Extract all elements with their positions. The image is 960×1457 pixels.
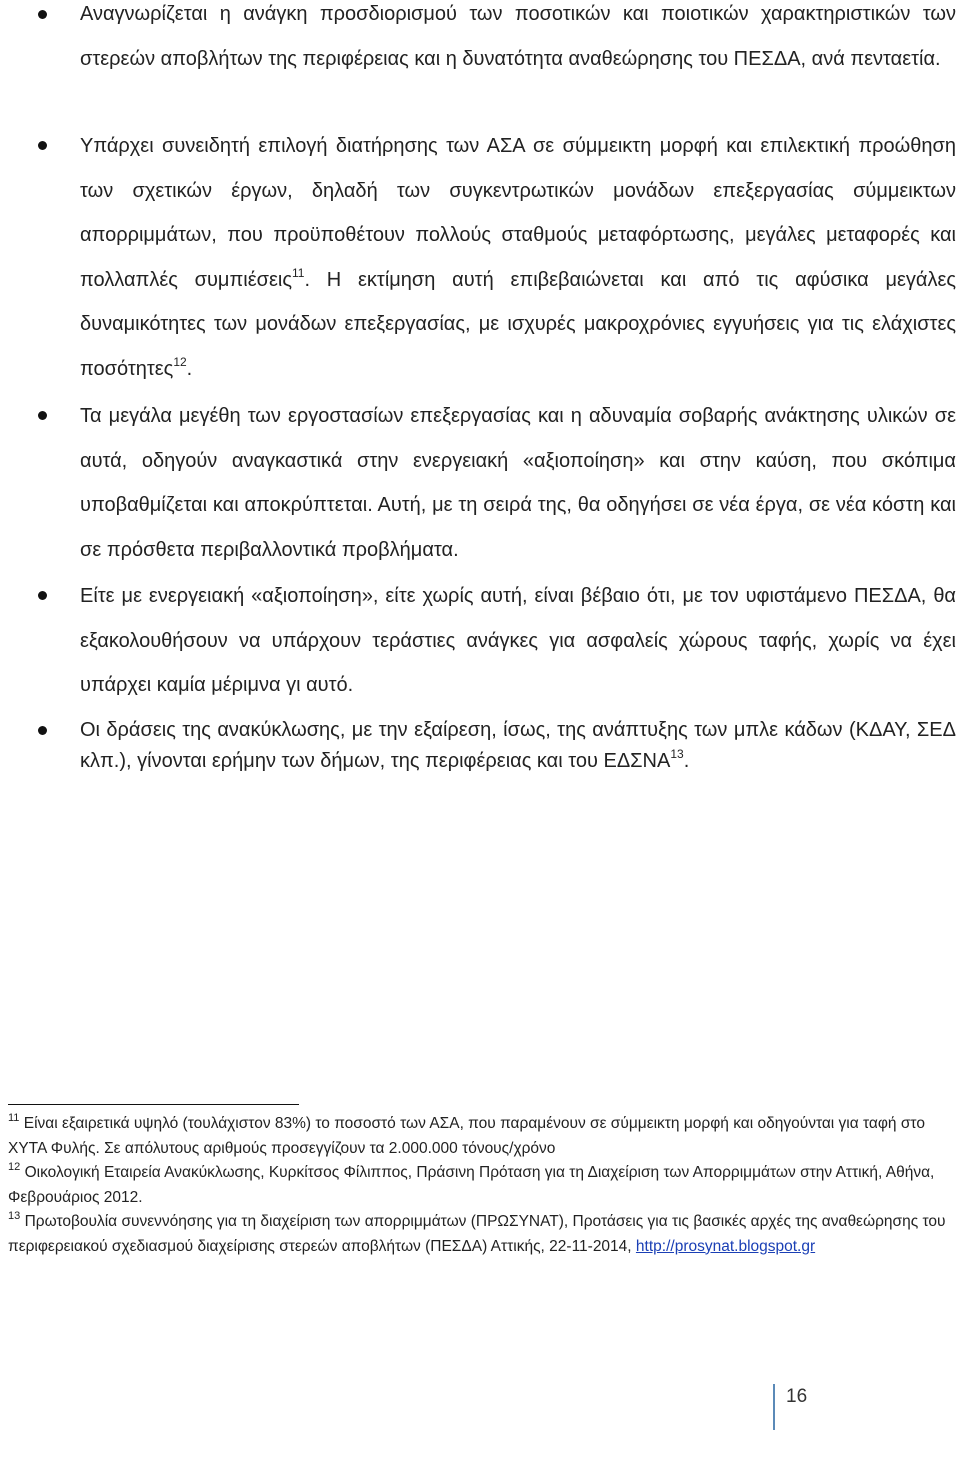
bullet-text: Τα μεγάλα μεγέθη των εργοστασίων επεξεργασίας και η αδυναμία σοβαρής ανάκτησης υλικών σε αυτά, οδηγούν αναγκαστικά στην ενεργειακή «αξιοποίηση» και στην καύση, που σκόπιμα υποβαθμίζεται και αποκρύπτεται. Αυτή, με τη σειρά της, θα οδηγήσει σε νέα έργα, σε νέα κόστη και σε πρόσθετα περιβαλλοντικά προβλήματα. [80,405,956,561]
footnote-12 [8,1161,956,1210]
bullet-text-part: . [683,750,690,772]
bullet-text-part: . Η εκτίμηση αυτή επιβεβαιώνεται και από τις αφύσικα μεγάλες δυναμικότητες των μονάδων επεξεργασίας, με ισχυρές μακροχρόνιες εγγυήσεις για τις ελάχιστες ποσότητες [80,268,956,380]
page-number-bar [773,1384,775,1430]
bullet-text: Αναγνωρίζεται η ανάγκη προσδιορισμού των ποσοτικών και ποιοτικών χαρακτηριστικών των στερεών αποβλήτων της περιφέρειας και η δυνατότητα αναθεώρησης του ΠΕΣΔΑ, ανά πενταετία. [80,3,956,70]
bullet-icon [38,10,47,19]
bullet-icon [38,411,47,420]
footnotes [8,1112,956,1259]
bullet-text-part: Υπάρχει συνειδητή επιλογή διατήρησης των ΑΣΑ σε σύμμεικτη μορφή και επιλεκτική προώθηση των σχετικών έργων, δηλαδή των συγκεντρωτικών μονάδων επεξεργασίας σύμμεικτων απορριμμάτων, που προϋποθέτουν πολλούς σταθμούς μεταφόρτωσης, μεγάλες μεταφορές και πολλαπλές συμπιέσεις [80,135,956,291]
bullet-text: Είτε με ενεργειακή «αξιοποίηση», είτε χωρίς αυτή, είναι βέβαιο ότι, με τον υφιστάμενο ΠΕΣΔΑ, θα εξακολουθήσουν να υπάρχουν τεράστιες ανάγκες για ασφαλείς χώρους ταφής, χωρίς να έχει υπάρχει καμία μέριμνα γι αυτό. [80,585,956,696]
bullet-text-part: . [186,357,193,380]
footnote-13 [8,1210,956,1259]
footnote-ref-13[interactable]: 13 [670,747,684,761]
bullet-icon [38,141,47,150]
bullet-text [80,715,956,777]
footnote-11 [8,1112,956,1161]
footnote-ref-11[interactable]: 11 [291,265,305,280]
footnote-link[interactable]: http://prosynat.blogspot.gr [635,1237,816,1255]
bullet-icon [38,591,47,600]
bullet-icon [38,726,47,735]
footnote-number: 12 [8,1161,21,1173]
footnote-number: 13 [8,1210,21,1222]
footnote-separator [8,1104,299,1105]
footnote-text: Είναι εξαιρετικά υψηλό (τουλάχιστον 83%) το ποσοστό των ΑΣΑ, που παραμένουν σε σύμμεικτη μορφή και οδηγούνται για ταφή στο ΧΥΤΑ Φυλής. Σε απόλυτους αριθμούς προσεγγίζουν τα 2.000.000 τόνους/χρόνο [8,1115,925,1157]
footnote-ref-12[interactable]: 12 [173,354,187,369]
bullet-text-part: Οι δράσεις της ανακύκλωσης, με την εξαίρεση, ίσως, της ανάπτυξης των μπλε κάδων (ΚΔΑΥ, ΣΕΔ κλπ.), γίνονται ερήμην των δήμων, της περιφέρειας και του ΕΔΣΝΑ [80,719,956,772]
footnote-text: Πρωτοβουλία συνεννόησης για τη διαχείριση των απορριμμάτων (ΠΡΩΣΥΝΑΤ), Προτάσεις για τις βασικές αρχές της αναθεώρησης του περιφερειακού σχεδιασμού διαχείρισης στερεών αποβλήτων (ΠΕΣΔΑ) Αττικής, 22-11-2014, [8,1213,946,1255]
bullet-text [80,124,956,391]
footnote-text: Οικολογική Εταιρεία Ανακύκλωσης, Κυρκίτσος Φίλιππος, Πράσινη Πρόταση για τη Διαχείριση των Απορριμμάτων στην Αττική, Αθήνα, Φεβρουάριος 2012. [8,1164,935,1206]
page-number: 16 [786,1386,808,1407]
footnote-number: 11 [8,1112,20,1124]
